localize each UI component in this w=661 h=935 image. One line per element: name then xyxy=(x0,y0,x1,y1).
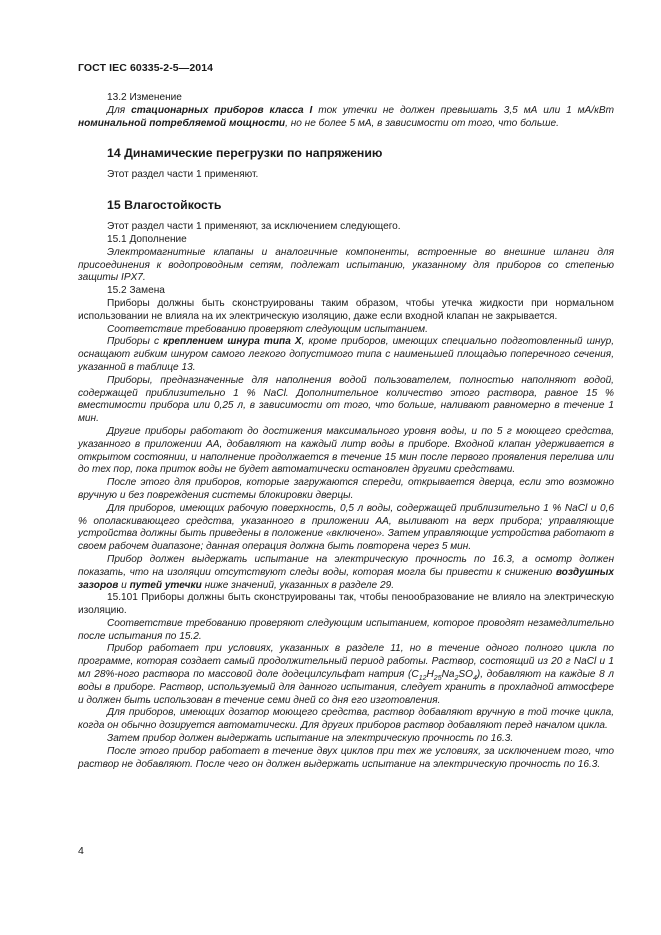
paragraph-front-loading: После этого для приборов, которые загружаются спереди, открывается дверца, если это возможно вручную и без повреждения системы блокировки дверцы. xyxy=(78,477,614,501)
paragraph-cord-type-x: Приборы с креплением шнура типа X, кроме приборов, имеющих специально подготовленный шнур, оснащают гибким шнуром самого легкого допустимого типа с наименьшей площадью поперечного сечения, указанной в таблице 13. xyxy=(78,336,614,373)
paragraph-other-appliances: Другие приборы работают до достижения максимального уровня воды, и по 5 г моющего средства, указанного в приложении АА, добавляют на каждый литр воды в приборе. Входной клапан удерживается в открытом состоянии, и наполнение продолжается в течение 15 мин после первого проявления перелива или до тех пор, пока приток воды не будет автоматически остановлен другими средствами. xyxy=(78,425,614,476)
paragraph-electric-strength: Прибор должен выдержать испытание на электрическую прочность по 16.3, а осмотр должен показать, что на изоляции отсутствуют следы воды, которая могла бы привести к снижению воздушных зазоров и путей утечки ниже значений, указанных в разделе 29. xyxy=(78,553,614,591)
compliance-check-2: Соответствие требованию проверяют следующим испытанием, которое проводят незамедлительно после испытания по 15.2. xyxy=(78,617,614,642)
term-creepage-distances: путей утечки xyxy=(129,579,202,591)
clause-15-2-text: Приборы должны быть сконструированы таким образом, чтобы утечка жидкости при нормальном использовании не влияла на их электрическую изоляцию, даже если входной клапан не закрывается. xyxy=(78,297,614,322)
document-header: ГОСТ IEC 60335-2-5—2014 xyxy=(78,62,214,74)
term-rated-power: номинальной потребляемой мощности xyxy=(78,117,286,129)
compliance-check-1: Соответствие требованию проверяют следующим испытанием. xyxy=(107,323,428,335)
term-stationary-class-1: стационарных приборов класса I xyxy=(131,104,313,116)
section-14-text: Этот раздел части 1 применяют. xyxy=(107,169,259,181)
clause-15-2-heading: 15.2 Замена xyxy=(107,285,165,297)
paragraph-work-surface: Для приборов, имеющих рабочую поверхность, 0,5 л воды, содержащей приблизительно 1 % NaCl и 0,6 % ополаскивающего средства, указанного в приложении АА, выливают на верх прибора; управляющие устройства должны быть приведены в положение «включено». Затем управляющие устройства работают в своем рабочем диапазоне; данная операция должна быть повторена через 5 мин. xyxy=(78,502,614,553)
paragraph-detergent-doser: Для приборов, имеющих дозатор моющего средства, раствор добавляют вручную в той точке цикла, когда он обычно дозируется автоматически. Для других приборов раствор добавляют перед началом цикла. xyxy=(78,707,614,732)
clause-15-1-text: Электромагнитные клапаны и аналогичные компоненты, встроенные во внешние шланги для присоединения к водопроводным сетям, подлежат испытанию, указанному для приборов со степенью защиты IPX7. xyxy=(78,246,614,284)
page-body xyxy=(78,92,614,771)
paragraph-test-conditions: Прибор работает при условиях, указанных в разделе 11, но в течение одного полного цикла по программе, которая создает самый продолжительный период работы. Раствор, состоящий из 20 г NaCl и 1 мл 28%-ного раствора по массовой доле додецилсульфат натрия $(C_{12}H_{25}Na_2SO_4)$, добавляют на каждые 8 л воды в приборе. Раствор, используемый для данного испытания, следует хранить в прохладной атмосфере и должен быть использован в течение семи дней со дня его изготовления. xyxy=(78,643,615,706)
paragraph-filling: Приборы, предназначенные для наполнения водой пользователем, полностью наполняют водой, содержащей приблизительно 1 % NaCl. Дополнительное количество этого раствора, равное 15 % вместимости прибора или 0,25 л, в зависимости от того, что больше, наливают равномерно в течение 1 мин. xyxy=(78,374,614,425)
page-number: 4 xyxy=(78,845,84,857)
paragraph-two-cycles: После этого прибор работает в течение двух циклов при тех же условиях, за исключением того, что раствор не добавляют. После чего он должен выдержать испытание на электрическую прочность по 16.3. xyxy=(78,745,614,770)
clause-13-2-text: Для стационарных приборов класса I ток утечки не должен превышать 3,5 мА или 1 мА/кВт номинальной потребляемой мощности, но не более 5 мА, в зависимости от того, что больше. xyxy=(78,104,614,129)
clause-15-1-heading: 15.1 Дополнение xyxy=(107,233,187,245)
section-15-intro: Этот раздел части 1 применяют, за исключением следующего. xyxy=(107,221,401,233)
section-14-title: 14 Динамические перегрузки по напряжению xyxy=(107,146,383,161)
section-15-title: 15 Влагостойкость xyxy=(107,198,222,213)
term-clearances: воздушных зазоров xyxy=(78,566,614,591)
term-cord-type-x: креплением шнура типа X xyxy=(163,336,302,348)
paragraph-then-strength: Затем прибор должен выдержать испытание на электрическую прочность по 16.3. xyxy=(107,733,514,745)
clause-15-101-text: 15.101 Приборы должны быть сконструированы так, чтобы пенообразование не влияло на электрическую изоляцию. xyxy=(78,592,614,617)
clause-13-2-heading: 13.2 Изменение xyxy=(107,92,182,103)
